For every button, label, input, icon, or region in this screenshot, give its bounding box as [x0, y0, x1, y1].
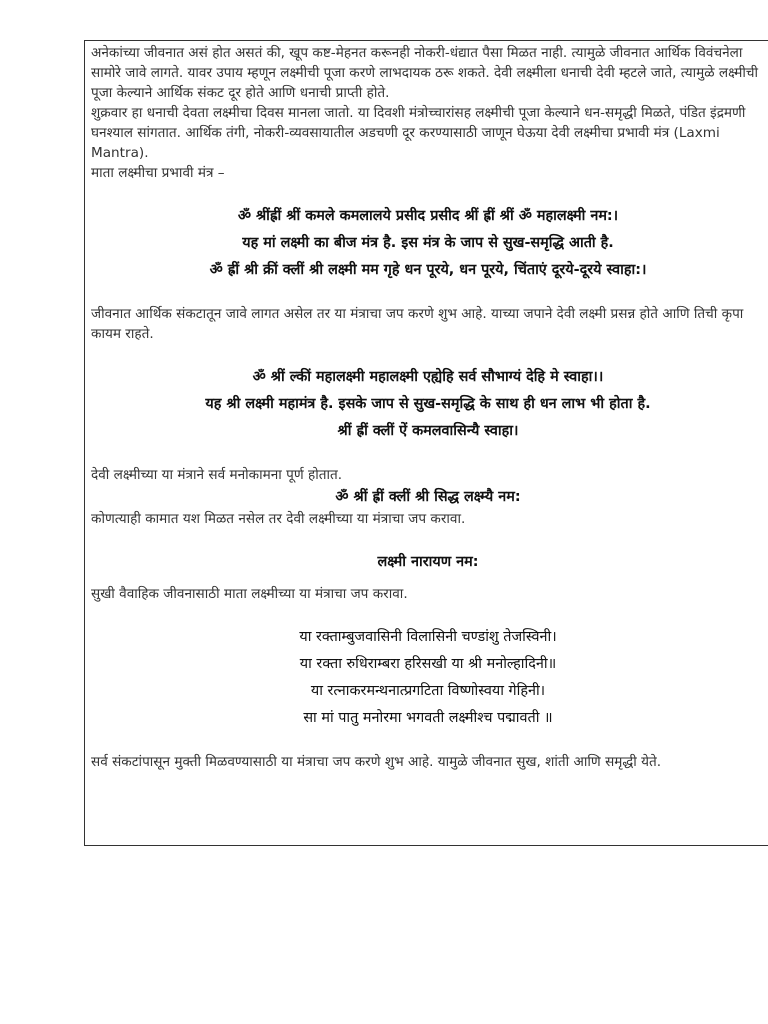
mantra-3: ॐ श्रीं ह्रीं क्लीं श्री सिद्ध लक्ष्म्यै नम:	[335, 489, 521, 505]
mantra-heading: माता लक्ष्मीचा प्रभावी मंत्र –	[91, 165, 225, 181]
mantra-2: ॐ श्रीं ल्कीं महालक्ष्मी महालक्ष्मी एह्येहि सर्व सौभाग्यं देहि मे स्वाहा।।	[252, 369, 604, 385]
mantra-1-extended: ॐ ह्रीं श्री क्रीं क्लीं श्री लक्ष्मी मम गृहे धन पूरये, धन पूरये, चिंताएं दूरये-दूरये स्वाहा:।	[209, 262, 647, 278]
mantra-2-note: यह श्री लक्ष्मी महामंत्र है. इसके जाप से सुख-समृद्धि के साथ ही धन लाभ भी होता है.	[205, 396, 651, 412]
verse-line-4: सा मां पातु मनोरमा भगवती लक्ष्मीश्च पद्मावती ॥	[303, 710, 553, 726]
mantra-1-note: यह मां लक्ष्मी का बीज मंत्र है. इस मंत्र के जाप से सुख-समृद्धि आती है.	[242, 235, 614, 251]
marriage-paragraph: सुखी वैवाहिक जीवनासाठी माता लक्ष्मीच्या या मंत्राचा जप करावा.	[91, 586, 408, 602]
success-paragraph: कोणत्याही कामात यश मिळत नसेल तर देवी लक्ष्मीच्या या मंत्राचा जप करावा.	[91, 511, 466, 527]
mantra-4: लक्ष्मी नारायण नम:	[377, 554, 479, 570]
mantra-1: ॐ श्रींह्रीं श्रीं कमले कमलालये प्रसीद प्रसीद श्रीं ह्रीं श्रीं ॐ महालक्ष्मी नम:।	[237, 208, 619, 224]
verse-line-1: या रक्ताम्बुजवासिनी विलासिनी चण्डांशु तेजस्विनी।	[299, 629, 557, 645]
intro-paragraph: अनेकांच्या जीवनात असं होत असतं की, खूप कष्ट-मेहनत करूनही नोकरी-धंद्यात पैसा मिळत नाही. त्यामुळे जीवनात आर्थिक विवंचनेला सामोरे जावे लागते. यावर उपाय म्हणून लक्ष्मीची पूजा करणे लाभदायक ठरू शकते. देवी लक्ष्मीला धनाची देवी म्हटले जाते, त्यामुळे लक्ष्मीची पूजा केल्याने आर्थिक संकट दूर होते आणि धनाची प्राप्ती होते.	[91, 45, 759, 101]
wishes-paragraph: देवी लक्ष्मीच्या या मंत्राने सर्व मनोकामना पूर्ण होतात.	[91, 467, 343, 483]
verse-line-3: या रत्नाकरमन्थनात्प्रगटिता विष्णोस्वया गेहिनी।	[310, 683, 546, 699]
verse-line-2: या रक्ता रुधिराम्बरा हरिसखी या श्री मनोल्हादिनी॥	[299, 656, 557, 672]
document-page	[84, 40, 768, 846]
mantra-2-extended: श्रीं ह्रीं क्लीं ऐं कमलवासिन्यै स्वाहा।	[337, 423, 519, 439]
friday-paragraph: शुक्रवार हा धनाची देवता लक्ष्मीचा दिवस मानला जातो. या दिवशी मंत्रोच्चारांसह लक्ष्मीची पूजा केल्याने धन-समृद्धी मिळते, पंडित इंद्रमणी घनश्याल सांगतात. आर्थिक तंगी, नोकरी-व्यवसायातील अडचणी दूर करण्यासाठी जाणून घेऊया देवी लक्ष्मीचा प्रभावी मंत्र (Laxmi Mantra).	[91, 105, 746, 161]
closing-paragraph: सर्व संकटांपासून मुक्ती मिळवण्यासाठी या मंत्राचा जप करणे शुभ आहे. यामुळे जीवनात सुख, शांती आणि समृद्धी येते.	[91, 754, 662, 770]
crisis-paragraph: जीवनात आर्थिक संकटातून जावे लागत असेल तर या मंत्राचा जप करणे शुभ आहे. याच्या जपाने देवी लक्ष्मी प्रसन्न होते आणि तिची कृपा कायम राहते.	[91, 306, 744, 342]
